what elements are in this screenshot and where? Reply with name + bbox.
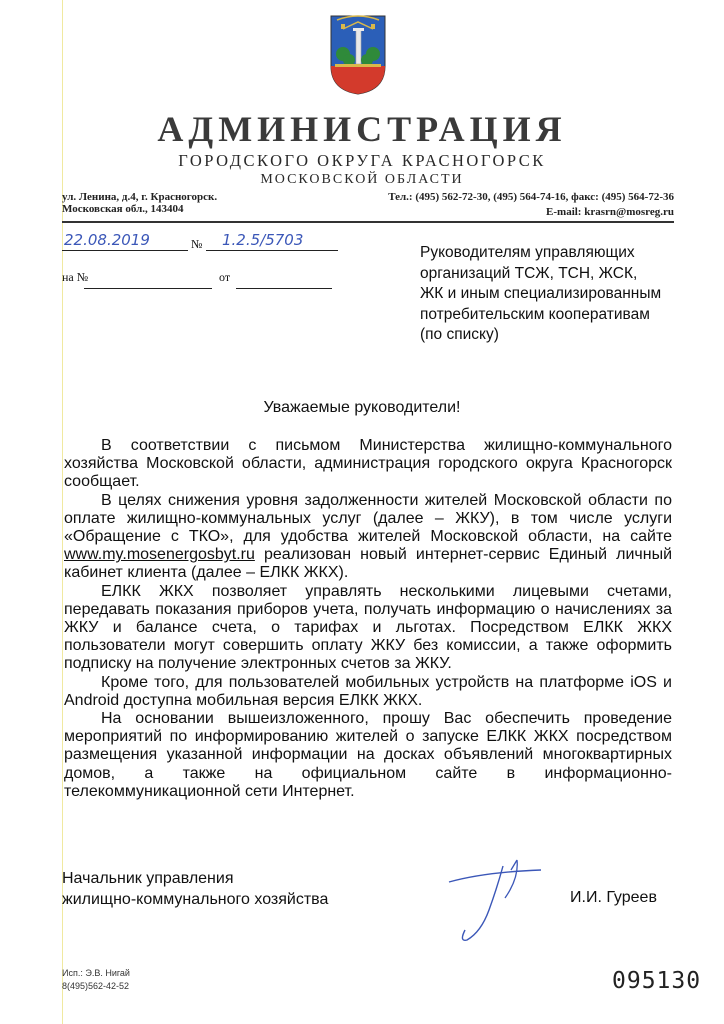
signatory-name: И.И. Гуреев [570, 889, 657, 906]
email-line: E-mail: krasrn@mosreg.ru [546, 206, 674, 218]
addressee-line: (по списку) [420, 326, 499, 343]
phone-fax-line: Тел.: (495) 562-72-30, (495) 564-74-16, факс: (495) 564-72-36 [388, 191, 674, 203]
number-label: № [191, 237, 203, 251]
reference-date-underline [236, 270, 332, 289]
address-line-2: Московская обл., 143404 [62, 203, 184, 215]
addressee-line: организаций ТСЖ, ТСН, ЖСК, [420, 264, 638, 282]
organization-title: АДМИНИСТРАЦИЯ [157, 109, 567, 149]
organization-region: МОСКОВСКОЙ ОБЛАСТИ [260, 172, 464, 187]
letter-body [64, 437, 672, 801]
executor-info [62, 967, 130, 993]
executor-name: Исп.: Э.В. Нигай [62, 968, 130, 978]
addressee-block [420, 243, 700, 346]
paragraph: ЕЛКК ЖКХ позволяет управлять несколькими лицевыми счетами, передавать показания приборов учета, получать информацию о начислениях за ЖКУ и балансе счета, о тарифах и льготах. Посредством ЕЛКК ЖКХ пользователи могут совершить оплату ЖКУ без комиссии, а также оформить подписку на получение электронных счетов за ЖКУ. [64, 582, 672, 673]
outgoing-number: 1.2.5/5703 [222, 231, 304, 249]
reference-date-label: от [219, 270, 231, 284]
executor-phone: 8(495)562-42-52 [62, 981, 130, 991]
signatory-position [62, 868, 328, 910]
address-line-1: ул. Ленина, д.4, г. Красногорск. [62, 191, 218, 203]
document-serial-number: 095130 [612, 968, 702, 994]
website-link[interactable]: www.my.mosenergosbyt.ru [64, 546, 255, 564]
reference-underline [84, 270, 212, 289]
paragraph: Кроме того, для пользователей мобильных устройств на платформе iOS и Android доступна мобильная версия ЕЛКК ЖКХ. [64, 673, 672, 709]
paragraph [64, 492, 672, 583]
reference-label: на № [62, 270, 89, 284]
outgoing-date: 22.08.2019 [64, 231, 150, 249]
addressee-line: потребительским кооперативам [420, 305, 650, 323]
coat-of-arms-icon [329, 14, 387, 96]
header-divider [62, 221, 674, 223]
handwritten-signature-icon [445, 858, 560, 943]
addressee-line: ЖК и иным специализированным [420, 285, 662, 302]
position-line: Начальник управления [62, 870, 234, 887]
paragraph-text: В целях снижения уровня задолженности жителей Московской области по оплате жилищно-коммунальных услуг (далее – ЖКУ), в том числе услуги «Обращение с ТКО», для удобства жителей Московской области, на сайте [64, 491, 672, 546]
organization-subtitle: ГОРОДСКОГО ОКРУГА КРАСНОГОРСК [178, 151, 546, 170]
paragraph: На основании вышеизложенного, прошу Вас обеспечить проведение мероприятий по информированию жителей о запуске ЕЛКК ЖКХ посредством размещения указанной информации на досках объявлений многоквартирных домов, а также на официальном сайте в информационно-телекоммуникационной сети Интернет. [64, 710, 672, 800]
salutation: Уважаемые руководители! [263, 399, 461, 416]
paragraph-text: реализован новый интернет-сервис Единый личный кабинет клиента (далее – ЕЛКК ЖКХ). [64, 546, 672, 582]
position-line: жилищно-коммунального хозяйства [62, 891, 329, 908]
paragraph: В соответствии с письмом Министерства жилищно-коммунального хозяйства Московской области, администрация городского округа Красногорск сообщает. [64, 437, 672, 491]
addressee-line: Руководителям управляющих [420, 244, 635, 261]
